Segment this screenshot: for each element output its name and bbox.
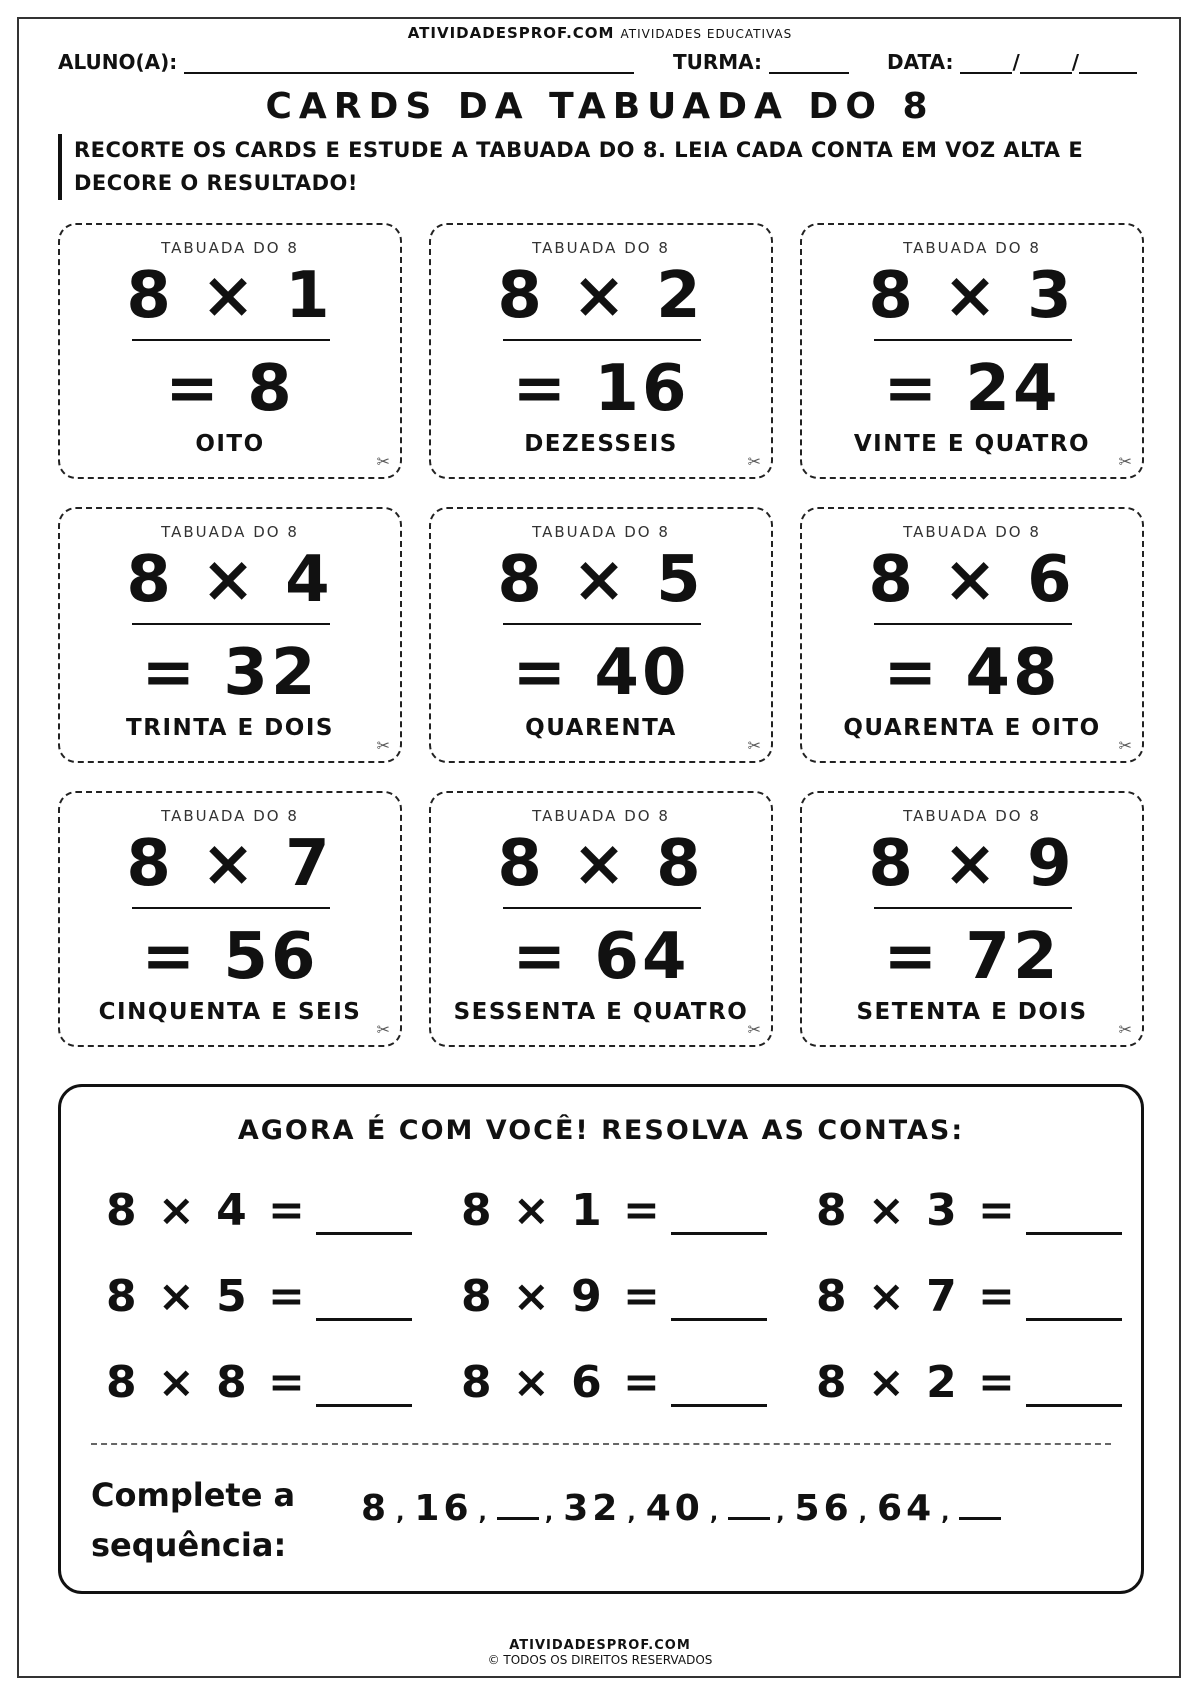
practice-problems	[106, 1187, 1171, 1407]
problem-text: 8 × 6 =	[461, 1357, 663, 1408]
answer-blank[interactable]	[1026, 1364, 1122, 1407]
footer	[0, 1638, 1200, 1668]
aluno-blank	[184, 54, 634, 74]
practice-divider	[91, 1443, 1111, 1445]
card-divider	[503, 623, 701, 625]
card-question: 8 × 6	[868, 543, 1076, 617]
practice-box	[58, 1084, 1144, 1594]
card-answer: = 72	[883, 920, 1061, 994]
multiplication-card	[58, 507, 402, 763]
card-label: TABUADA DO 8	[161, 239, 299, 257]
card-answer: = 32	[141, 636, 319, 710]
card-answer: = 64	[512, 920, 690, 994]
practice-problem	[106, 1359, 461, 1407]
sequence-separator: ,	[776, 1501, 789, 1526]
scissors-icon: ✂	[376, 1020, 390, 1039]
day-blank	[960, 54, 1012, 74]
sequence-blank[interactable]	[497, 1487, 539, 1520]
card-answer-words: TRINTA E DOIS	[126, 715, 334, 741]
multiplication-card	[429, 507, 773, 763]
multiplication-card	[429, 223, 773, 479]
card-question: 8 × 8	[497, 827, 705, 901]
answer-blank[interactable]	[671, 1364, 767, 1407]
practice-title: AGORA É COM VOCÊ! RESOLVA AS CONTAS:	[237, 1115, 965, 1146]
sequence-blank[interactable]	[959, 1487, 1001, 1520]
sequence-separator: ,	[709, 1501, 723, 1526]
aluno-label: ALUNO(A):	[58, 50, 178, 74]
scissors-icon: ✂	[1118, 736, 1132, 755]
multiplication-card	[800, 223, 1144, 479]
card-label: TABUADA DO 8	[903, 807, 1041, 825]
problem-text: 8 × 2 =	[816, 1357, 1018, 1408]
class-field	[673, 50, 849, 74]
sequence-separator: ,	[627, 1501, 640, 1526]
practice-problem	[816, 1187, 1171, 1235]
sequence-separator: ,	[478, 1501, 491, 1526]
sequence-separator: ,	[941, 1501, 954, 1526]
card-divider	[132, 907, 330, 909]
card-answer-words: SETENTA E DOIS	[856, 999, 1088, 1025]
sequence-number: 64	[877, 1488, 936, 1529]
page-title: CARDS DA TABUADA DO 8	[265, 86, 935, 127]
card-label: TABUADA DO 8	[532, 523, 670, 541]
answer-blank[interactable]	[671, 1192, 767, 1235]
problem-text: 8 × 8 =	[106, 1357, 308, 1408]
sequence-label	[91, 1470, 295, 1570]
problem-text: 8 × 4 =	[106, 1185, 308, 1236]
site-name: ATIVIDADESPROF.COM	[407, 24, 615, 42]
footer-rights: © TODOS OS DIREITOS RESERVADOS	[487, 1653, 713, 1667]
card-answer: = 16	[512, 352, 690, 426]
card-question: 8 × 4	[126, 543, 334, 617]
card-label: TABUADA DO 8	[903, 239, 1041, 257]
card-label: TABUADA DO 8	[532, 239, 670, 257]
card-answer-words: OITO	[195, 431, 265, 457]
sequence-separator: ,	[544, 1501, 558, 1526]
turma-label: TURMA:	[673, 50, 763, 74]
card-answer: = 56	[141, 920, 319, 994]
practice-problem	[816, 1359, 1171, 1407]
site-header	[0, 24, 1200, 42]
answer-blank[interactable]	[316, 1364, 412, 1407]
problem-text: 8 × 3 =	[816, 1185, 1018, 1236]
card-answer-words: SESSENTA E QUATRO	[453, 999, 749, 1025]
card-answer-words: QUARENTA E OITO	[843, 715, 1101, 741]
scissors-icon: ✂	[1118, 1020, 1132, 1039]
problem-text: 8 × 1 =	[461, 1185, 663, 1236]
card-divider	[874, 339, 1072, 341]
multiplication-card	[800, 791, 1144, 1047]
card-answer-words: CINQUENTA E SEIS	[98, 999, 362, 1025]
card-divider	[503, 907, 701, 909]
sequence-number: 56	[794, 1488, 853, 1529]
site-tagline: ATIVIDADES EDUCATIVAS	[620, 27, 793, 41]
answer-blank[interactable]	[1026, 1192, 1122, 1235]
card-answer: = 48	[883, 636, 1061, 710]
card-label: TABUADA DO 8	[161, 523, 299, 541]
card-question: 8 × 9	[868, 827, 1076, 901]
card-label: TABUADA DO 8	[903, 523, 1041, 541]
card-question: 8 × 1	[126, 259, 334, 333]
scissors-icon: ✂	[376, 452, 390, 471]
sequence-blank[interactable]	[728, 1487, 770, 1520]
practice-problem	[816, 1273, 1171, 1321]
problem-text: 8 × 9 =	[461, 1271, 663, 1322]
scissors-icon: ✂	[747, 736, 761, 755]
answer-blank[interactable]	[1026, 1278, 1122, 1321]
scissors-icon: ✂	[747, 452, 761, 471]
card-question: 8 × 3	[868, 259, 1076, 333]
multiplication-card	[58, 791, 402, 1047]
scissors-icon: ✂	[1118, 452, 1132, 471]
sequence-separator: ,	[396, 1501, 409, 1526]
multiplication-card	[429, 791, 773, 1047]
card-divider	[874, 623, 1072, 625]
data-label: DATA:	[887, 50, 954, 74]
sequence-number: 32	[563, 1488, 622, 1529]
card-label: TABUADA DO 8	[161, 807, 299, 825]
student-name-field	[58, 50, 634, 74]
answer-blank[interactable]	[671, 1278, 767, 1321]
card-answer-words: QUARENTA	[525, 715, 677, 741]
date-field	[887, 50, 1137, 74]
number-sequence	[361, 1487, 1001, 1529]
practice-problem	[461, 1359, 816, 1407]
practice-problem	[106, 1187, 461, 1235]
card-question: 8 × 5	[497, 543, 705, 617]
card-answer: = 40	[512, 636, 690, 710]
year-blank	[1079, 54, 1137, 74]
multiplication-card	[800, 507, 1144, 763]
turma-blank	[769, 54, 849, 74]
practice-problem	[106, 1273, 461, 1321]
sequence-label-line2: sequência:	[91, 1526, 287, 1564]
multiplication-card	[58, 223, 402, 479]
card-answer: = 8	[165, 352, 295, 426]
card-question: 8 × 7	[126, 827, 334, 901]
card-label: TABUADA DO 8	[532, 807, 670, 825]
card-divider	[874, 907, 1072, 909]
sequence-number: 16	[414, 1488, 473, 1529]
problem-text: 8 × 5 =	[106, 1271, 308, 1322]
sequence-number: 40	[645, 1488, 704, 1529]
sequence-number: 8	[361, 1488, 391, 1529]
practice-problem	[461, 1273, 816, 1321]
answer-blank[interactable]	[316, 1192, 412, 1235]
card-answer-words: VINTE E QUATRO	[853, 431, 1091, 457]
scissors-icon: ✂	[376, 736, 390, 755]
date-separator: /	[1012, 50, 1020, 74]
footer-site: ATIVIDADESPROF.COM	[509, 1638, 691, 1653]
practice-problem	[461, 1187, 816, 1235]
sequence-separator: ,	[858, 1501, 872, 1526]
answer-blank[interactable]	[316, 1278, 412, 1321]
cards-grid	[58, 223, 1144, 1047]
card-divider	[503, 339, 701, 341]
card-question: 8 × 2	[497, 259, 705, 333]
instructions: RECORTE OS CARDS E ESTUDE A TABUADA DO 8. LEIA CADA CONTA EM VOZ ALTA E DECORE O RESULTADO!	[58, 134, 1154, 200]
card-answer-words: DEZESSEIS	[524, 431, 678, 457]
card-divider	[132, 623, 330, 625]
scissors-icon: ✂	[747, 1020, 761, 1039]
date-separator: /	[1071, 50, 1080, 74]
card-answer: = 24	[883, 352, 1061, 426]
problem-text: 8 × 7 =	[816, 1271, 1018, 1322]
month-blank	[1020, 54, 1072, 74]
sequence-label-line1: Complete a	[91, 1476, 296, 1514]
card-divider	[132, 339, 330, 341]
